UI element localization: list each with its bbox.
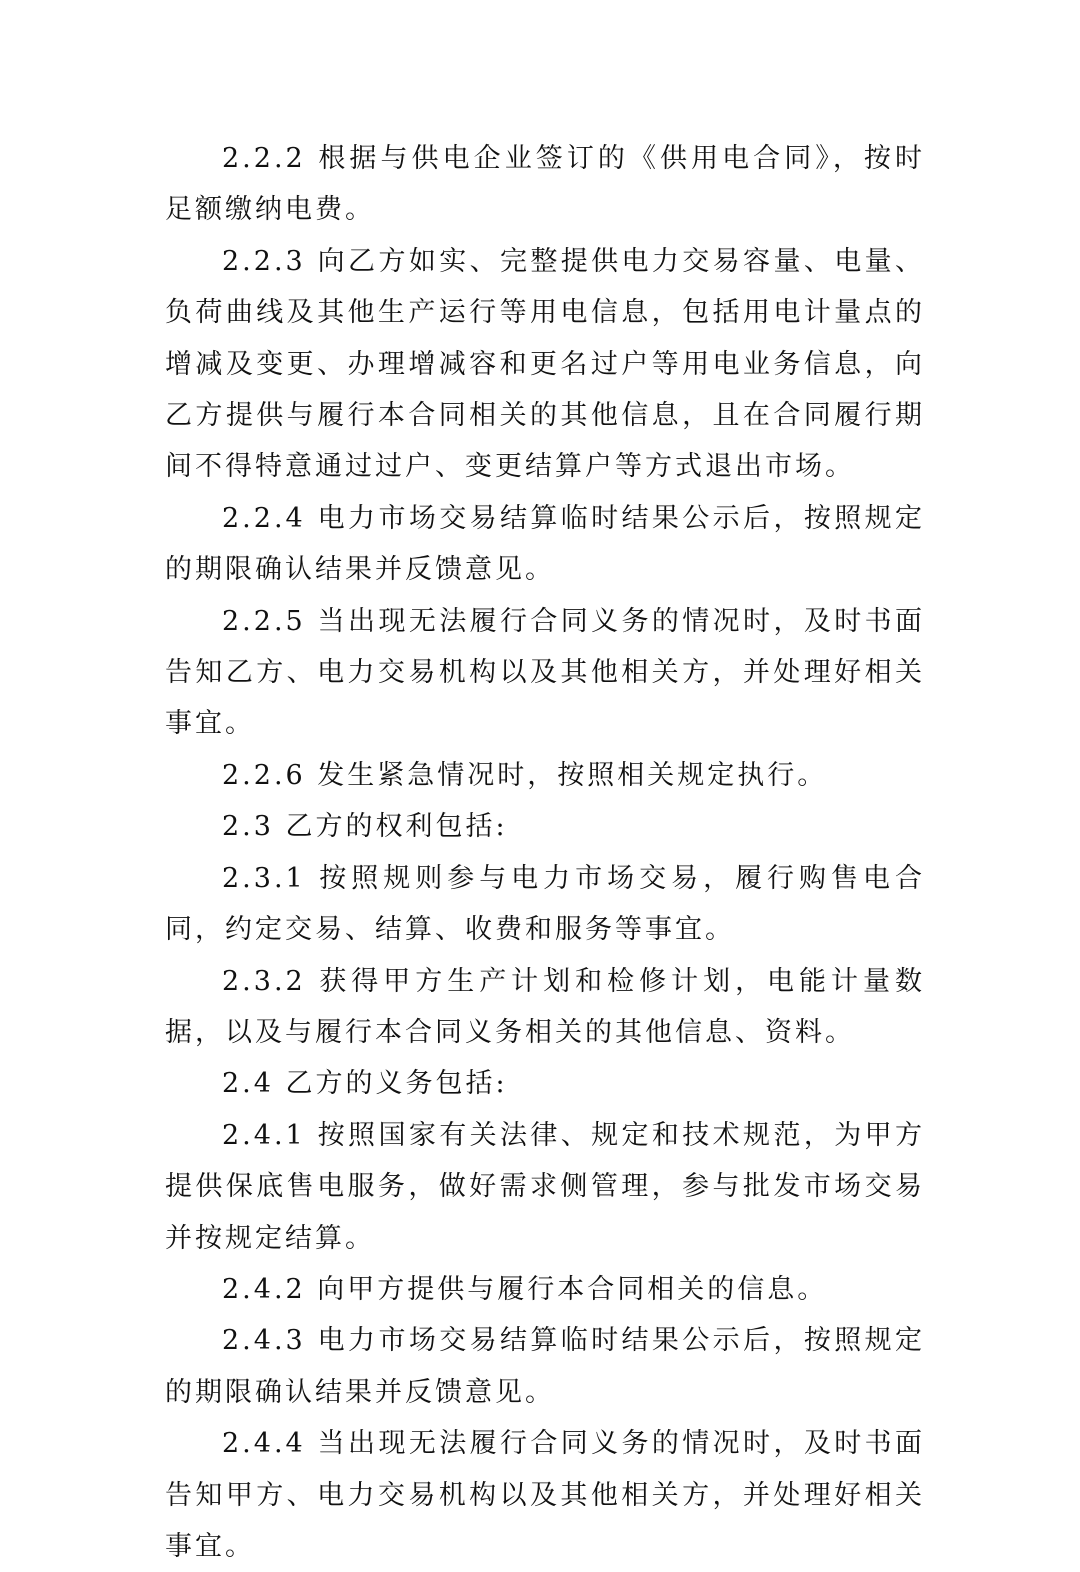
clause-2-4-4: 2.4.4 当出现无法履行合同义务的情况时，及时书面告知甲方、电力交易机构以及其他相关方，并处理好相关事宜。 xyxy=(165,1428,925,1562)
clause-2-4-3: 2.4.3 电力市场交易结算临时结果公示后，按照规定的期限确认结果并反馈意见。 xyxy=(165,1325,925,1408)
clause-2-2-5: 2.2.5 当出现无法履行合同义务的情况时，及时书面告知乙方、电力交易机构以及其他相关方，并处理好相关事宜。 xyxy=(165,605,925,740)
section-2-4-heading: 2.4 乙方的义务包括: xyxy=(222,1068,508,1100)
clause-2-2-4: 2.2.4 电力市场交易结算临时结果公示后，按照规定的期限确认结果并反馈意见。 xyxy=(165,502,925,586)
clause-2-3-2: 2.3.2 获得甲方生产计划和检修计划，电能计量数据，以及与履行本合同义务相关的其他信息、资料。 xyxy=(165,965,925,1048)
section-2-3-heading: 2.3 乙方的权利包括: xyxy=(222,811,508,843)
clause-2-4-1: 2.4.1 按照国家有关法律、规定和技术规范，为甲方提供保底售电服务，做好需求侧管理，参与批发市场交易并按规定结算。 xyxy=(165,1119,925,1254)
clause-2-2-2: 2.2.2 根据与供电企业签订的《供用电合同》，按时足额缴纳电费。 xyxy=(165,143,925,226)
clause-2-4-2: 2.4.2 向甲方提供与履行本合同相关的信息。 xyxy=(222,1273,828,1305)
clause-2-2-3: 2.2.3 向乙方如实、完整提供电力交易容量、电量、负荷曲线及其他生产运行等用电信息，包括用电计量点的增减及变更、办理增减容和更名过户等用电业务信息，向乙方提供与履行本合同相关的其他信息，且在合同履行期间不得特意通过过户、变更结算户等方式退出市场。 xyxy=(165,245,925,483)
clause-2-3-1: 2.3.1 按照规则参与电力市场交易，履行购售电合同，约定交易、结算、收费和服务等事宜。 xyxy=(165,862,925,946)
document-body xyxy=(165,133,925,1572)
clause-2-2-6: 2.2.6 发生紧急情况时，按照相关规定执行。 xyxy=(222,759,828,791)
